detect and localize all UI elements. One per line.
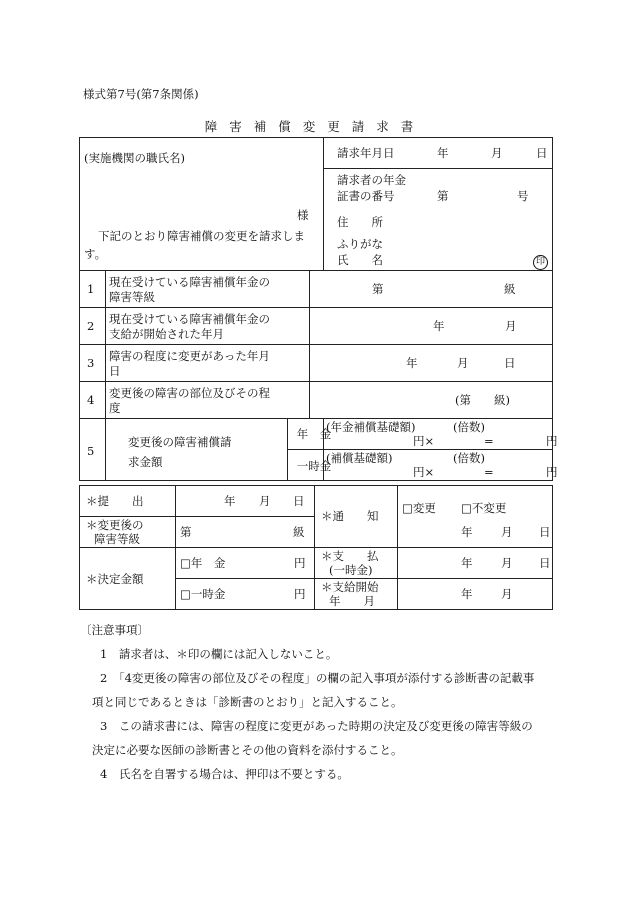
yen-label: 円 (294, 556, 306, 570)
item-number: 3 (87, 356, 95, 370)
month-label: 月 (491, 146, 503, 160)
address-label: 住 所 (337, 215, 383, 229)
item5-label-1: 変更後の障害補償請 (128, 434, 232, 449)
item5-label-2: 求金額 (128, 454, 163, 469)
kyu-label: 級 (504, 282, 516, 296)
month-label: 月 (457, 356, 469, 370)
payment-label-1: ＊支 払 (321, 549, 379, 563)
pension-basis-label: (年金補償基礎額) (326, 420, 416, 434)
form-number: 様式第7号(第7条関係) (83, 87, 199, 101)
request-table (79, 137, 558, 481)
request-date-label: 請求年月日 (337, 146, 395, 160)
yen-label: 円 (546, 434, 558, 448)
equals-label: = (484, 465, 494, 479)
note-2-line-1: 2 「4変更後の障害の部位及びその程度」の欄の記入事項が添付する診断書の記載事 (100, 671, 535, 685)
item-row-2 (80, 308, 553, 345)
pension-label: 年 金 (296, 427, 332, 441)
item-number: 2 (87, 319, 95, 333)
lump-checkbox[interactable]: □一時金 (180, 587, 226, 601)
changed-grade-cell[interactable] (176, 517, 315, 548)
submit-label: ＊提 出 (86, 494, 144, 508)
year-label: 年 (224, 494, 236, 508)
item-label-2: 支給が開始された年月 (109, 327, 224, 341)
payment-date-cell[interactable] (398, 548, 553, 579)
item-number: 4 (87, 393, 95, 407)
yen-label: 円 (294, 587, 306, 601)
pension-cert-label-1: 請求者の年金 (337, 173, 406, 187)
notify-cell[interactable] (398, 486, 553, 548)
year-label: 年 (406, 356, 418, 370)
note-3-line-1: 3 この請求書には、障害の程度に変更があった時期の決定及び変更後の障害等級の (100, 719, 533, 733)
item-label-2: 日 (109, 364, 121, 378)
furigana-label: ふりがな (337, 237, 383, 251)
institution-label: (実施機関の職氏名) (84, 150, 185, 165)
lump-amount-cell[interactable] (324, 450, 558, 481)
request-text-2: す。 (84, 246, 107, 261)
note-1: 1 請求者は、＊印の欄には記入しないこと。 (100, 647, 338, 661)
lump-sum-label: 一時金 (296, 459, 332, 473)
item-label-1: 現在受けている障害補償年金の (109, 275, 270, 289)
office-use-table (79, 485, 553, 610)
month-label: 月 (501, 556, 513, 570)
item-label-2: 度 (109, 401, 121, 415)
year-label: 年 (437, 146, 449, 160)
item-row-1 (80, 271, 553, 308)
month-label: 月 (501, 524, 513, 539)
payment-start-label-2: 年 月 (329, 594, 375, 608)
equals-label: = (484, 434, 494, 448)
pension-checkbox[interactable]: □年 金 (180, 556, 226, 570)
item-row-4 (80, 382, 553, 419)
year-label: 年 (461, 556, 473, 570)
note-2-line-2: 項と同じであるときは「診断書のとおり」と記入すること。 (92, 695, 403, 709)
item-number: 1 (87, 282, 95, 296)
item-label-1: 現在受けている障害補償年金の (109, 312, 270, 326)
item-label-2: 障害等級 (109, 290, 155, 304)
yen-times-label: 円× (413, 434, 435, 448)
year-label: 年 (461, 524, 473, 539)
day-label: 日 (539, 556, 551, 570)
seal-mark: 印 (533, 253, 548, 270)
item-label-1: 変更後の障害の部位及びその程 (109, 386, 270, 400)
changed-grade-label-2: 障害等級 (94, 532, 140, 546)
pension-cert-cell[interactable] (324, 169, 553, 208)
request-date-cell[interactable] (324, 138, 553, 169)
payment-start-cell[interactable] (398, 579, 553, 610)
item-number: 5 (87, 443, 95, 458)
multiplier-label: (倍数) (453, 451, 485, 465)
item-value-2[interactable] (310, 308, 553, 345)
dai-label: 第 (180, 525, 192, 539)
compensation-basis-label: (補償基礎額) (326, 451, 393, 465)
item-value-3[interactable] (310, 345, 553, 382)
submit-date-cell[interactable] (176, 486, 315, 517)
item-row-3 (80, 345, 553, 382)
gou-label: 号 (517, 189, 529, 203)
item-value-1[interactable] (310, 271, 553, 308)
changed-grade-label-1: ＊変更後の (86, 518, 144, 532)
day-label: 日 (293, 494, 305, 508)
decided-amount-label: ＊決定金額 (86, 571, 144, 586)
multiplier-label: (倍数) (453, 420, 485, 434)
no-change-checkbox[interactable]: □不変更 (461, 500, 507, 515)
name-cell[interactable] (324, 237, 553, 271)
note-4: 4 氏名を自署する場合は、押印は不要とする。 (100, 767, 349, 781)
name-label: 氏 名 (337, 253, 383, 267)
payment-start-label-1: ＊支給開始 (321, 580, 379, 594)
item-row-5 (80, 419, 553, 450)
request-text-1: 下記のとおり障害補償の変更を請求しま (98, 228, 305, 243)
item-value-4[interactable] (310, 382, 553, 419)
yen-times-label: 円× (413, 465, 435, 479)
month-label: 月 (505, 319, 517, 333)
pension-amount-decided-cell[interactable] (176, 548, 315, 579)
day-label: 日 (536, 146, 548, 160)
address-cell[interactable] (324, 207, 553, 237)
kyu-label: 級 (293, 525, 305, 539)
day-label: 日 (539, 524, 551, 539)
item-label-1: 障害の程度に変更があった年月 (109, 349, 270, 363)
pension-cert-label-2: 証書の番号 (337, 189, 395, 203)
day-label: 日 (504, 356, 516, 370)
sama-label: 様 (297, 207, 309, 222)
dai-label: 第 (437, 189, 449, 203)
form-title: 障害補償変更請求書 (204, 119, 426, 134)
month-label: 月 (501, 587, 513, 601)
year-label: 年 (461, 587, 473, 601)
note-3-line-2: 決定に必要な医師の診断書とその他の資料を添付すること。 (92, 743, 403, 757)
institution-cell (80, 138, 324, 271)
dai-label: 第 (372, 282, 384, 296)
change-checkbox[interactable]: □変更 (402, 500, 436, 515)
notify-label: ＊通 知 (321, 508, 379, 523)
month-label: 月 (259, 494, 271, 508)
year-label: 年 (433, 319, 445, 333)
yen-label: 円 (546, 465, 558, 479)
grade-label: (第 級) (455, 393, 510, 407)
notes-heading: 〔注意事項〕 (80, 623, 149, 637)
payment-label-2: (一時金) (329, 563, 373, 577)
pension-amount-cell[interactable] (324, 419, 558, 450)
lump-amount-decided-cell[interactable] (176, 579, 315, 610)
